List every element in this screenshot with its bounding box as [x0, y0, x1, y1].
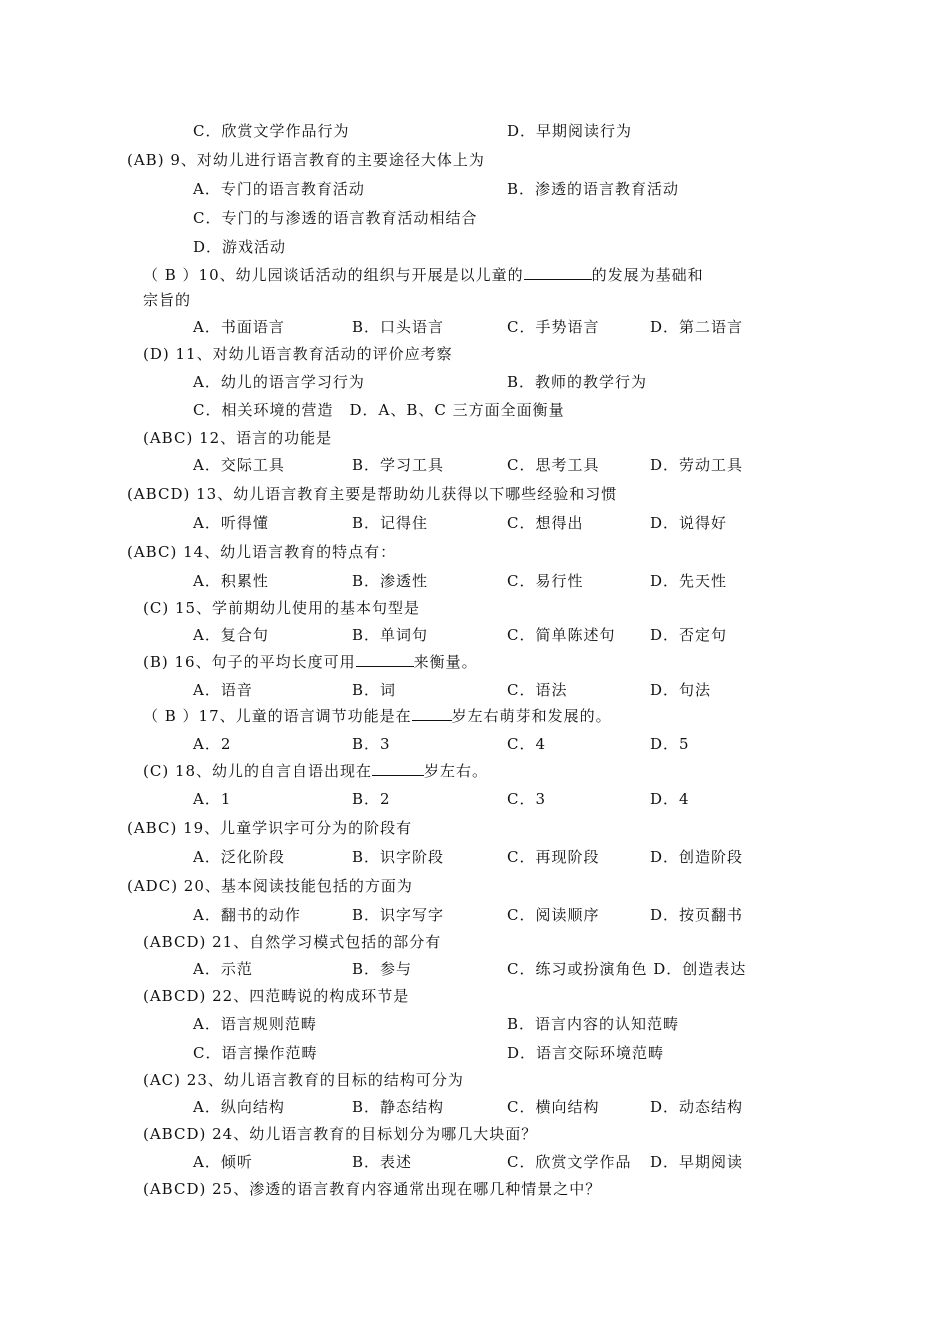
q19-option-d: D．创造阶段	[650, 848, 744, 866]
q9-option-b: B．渗透的语言教育活动	[507, 180, 680, 198]
q10-option-d: D．第二语言	[650, 318, 744, 336]
q13-option-a: A．听得懂	[193, 514, 269, 532]
q14-option-b: B．渗透性	[352, 572, 429, 590]
q10-option-b: B．口头语言	[352, 318, 445, 336]
q24-option-d: D．早期阅读	[650, 1153, 744, 1171]
q24-option-c: C．欣赏文学作品	[507, 1153, 632, 1171]
q13-option-d: D．说得好	[650, 514, 728, 532]
q10-option-c: C．手势语言	[507, 318, 600, 336]
q13-stem: (ABCD) 13、幼儿语言教育主要是帮助幼儿获得以下哪些经验和习惯	[127, 485, 618, 503]
q15-stem: (C) 15、学前期幼儿使用的基本句型是	[143, 599, 421, 617]
q11-stem: (D) 11、对幼儿语言教育活动的评价应考察	[143, 345, 453, 363]
q25-stem: (ABCD) 25、渗透的语言教育内容通常出现在哪几种情景之中？	[143, 1180, 602, 1198]
q21-option-b: B．参与	[352, 960, 413, 978]
fill-in-blank	[524, 265, 592, 280]
q22-option-a: A．语言规则范畴	[193, 1015, 317, 1033]
q19-option-a: A．泛化阶段	[193, 848, 285, 866]
q10-stem-suffix: 的发展为基础和	[591, 266, 704, 284]
q18-option-b: B．2	[352, 790, 391, 808]
q17-stem-prefix: （ B ）17、儿童的语言调节功能是在	[143, 707, 412, 725]
q16-option-a: A．语音	[193, 681, 253, 699]
q13-option-b: B．记得住	[352, 514, 429, 532]
q18-stem	[143, 761, 488, 781]
q9-stem: (AB) 9、对幼儿进行语言教育的主要途径大体上为	[127, 151, 485, 169]
q10-option-a: A．书面语言	[193, 318, 285, 336]
q20-option-b: B．识字写字	[352, 906, 445, 924]
q20-option-a: A．翻书的动作	[193, 906, 301, 924]
q15-option-c: C．简单陈述句	[507, 626, 616, 644]
q16-stem	[143, 652, 478, 672]
q10-stem-continued: 宗旨的	[143, 291, 192, 309]
q14-stem: (ABC) 14、幼儿语言教育的特点有：	[127, 543, 397, 561]
q18-option-a: A．1	[193, 790, 232, 808]
q17-option-b: B．3	[352, 735, 391, 753]
q10-stem-prefix: （ B ）10、幼儿园谈话活动的组织与开展是以儿童的	[143, 266, 524, 284]
q23-stem: (AC) 23、幼儿语言教育的目标的结构可分为	[143, 1071, 464, 1089]
fill-in-blank	[412, 706, 452, 721]
q23-option-d: D．动态结构	[650, 1098, 744, 1116]
q21-stem: (ABCD) 21、自然学习模式包括的部分有	[143, 933, 442, 951]
q18-stem-prefix: (C) 18、幼儿的自言自语出现在	[143, 762, 373, 780]
q23-option-c: C．横向结构	[507, 1098, 600, 1116]
q22-option-c: C．语言操作范畴	[193, 1044, 318, 1062]
q16-stem-prefix: (B) 16、句子的平均长度可用	[143, 653, 356, 671]
q20-option-c: C．阅读顺序	[507, 906, 600, 924]
q17-stem-suffix: 岁左右萌芽和发展的。	[451, 707, 612, 725]
q16-stem-suffix: 来衡量。	[413, 653, 478, 671]
q19-option-b: B．识字阶段	[352, 848, 445, 866]
q12-option-c: C．思考工具	[507, 456, 600, 474]
q22-option-d: D．语言交际环境范畴	[507, 1044, 665, 1062]
q22-option-b: B．语言内容的认知范畴	[507, 1015, 680, 1033]
q21-option-a: A．示范	[193, 960, 253, 978]
q15-option-b: B．单词句	[352, 626, 429, 644]
q20-option-d: D．按页翻书	[650, 906, 744, 924]
q19-option-c: C．再现阶段	[507, 848, 600, 866]
q8-option-d: D．早期阅读行为	[507, 122, 633, 140]
q12-option-a: A．交际工具	[193, 456, 285, 474]
q23-option-a: A．纵向结构	[193, 1098, 285, 1116]
q11-option-a: A．幼儿的语言学习行为	[193, 373, 365, 391]
q23-option-b: B．静态结构	[352, 1098, 445, 1116]
q20-stem: (ADC) 20、基本阅读技能包括的方面为	[127, 877, 413, 895]
q12-option-b: B．学习工具	[352, 456, 445, 474]
q15-option-d: D．否定句	[650, 626, 728, 644]
q14-option-c: C．易行性	[507, 572, 584, 590]
q12-option-d: D．劳动工具	[650, 456, 744, 474]
q17-option-a: A．2	[193, 735, 232, 753]
fill-in-blank	[372, 761, 424, 776]
q24-option-b: B．表述	[352, 1153, 413, 1171]
q24-stem: (ABCD) 24、幼儿语言教育的目标划分为哪几大块面？	[143, 1125, 538, 1143]
q16-option-c: C．语法	[507, 681, 568, 699]
q9-option-a: A．专门的语言教育活动	[193, 180, 365, 198]
q10-stem	[143, 265, 704, 285]
q8-option-c: C．欣赏文学作品行为	[193, 122, 350, 140]
q11-option-b: B．教师的教学行为	[507, 373, 648, 391]
q14-option-a: A．积累性	[193, 572, 269, 590]
q21-option-cd: C．练习或扮演角色 D．创造表达	[507, 960, 747, 978]
q9-option-d: D．游戏活动	[193, 238, 287, 256]
q12-stem: (ABC) 12、语言的功能是	[143, 429, 333, 447]
q18-option-d: D．4	[650, 790, 690, 808]
q24-option-a: A．倾听	[193, 1153, 253, 1171]
q18-option-c: C．3	[507, 790, 547, 808]
q14-option-d: D．先天性	[650, 572, 728, 590]
q17-stem	[143, 706, 612, 726]
q15-option-a: A．复合句	[193, 626, 269, 644]
q16-option-b: B．词	[352, 681, 397, 699]
q17-option-d: D．5	[650, 735, 690, 753]
q11-option-cd: C．相关环境的营造 D．A、B、C 三方面全面衡量	[193, 401, 565, 419]
fill-in-blank	[356, 652, 414, 667]
q9-option-c: C．专门的与渗透的语言教育活动相结合	[193, 209, 478, 227]
q18-stem-suffix: 岁左右。	[424, 762, 489, 780]
q22-stem: (ABCD) 22、四范畴说的构成环节是	[143, 987, 410, 1005]
q19-stem: (ABC) 19、儿童学识字可分为的阶段有	[127, 819, 413, 837]
q16-option-d: D．句法	[650, 681, 712, 699]
q13-option-c: C．想得出	[507, 514, 584, 532]
q17-option-c: C．4	[507, 735, 547, 753]
